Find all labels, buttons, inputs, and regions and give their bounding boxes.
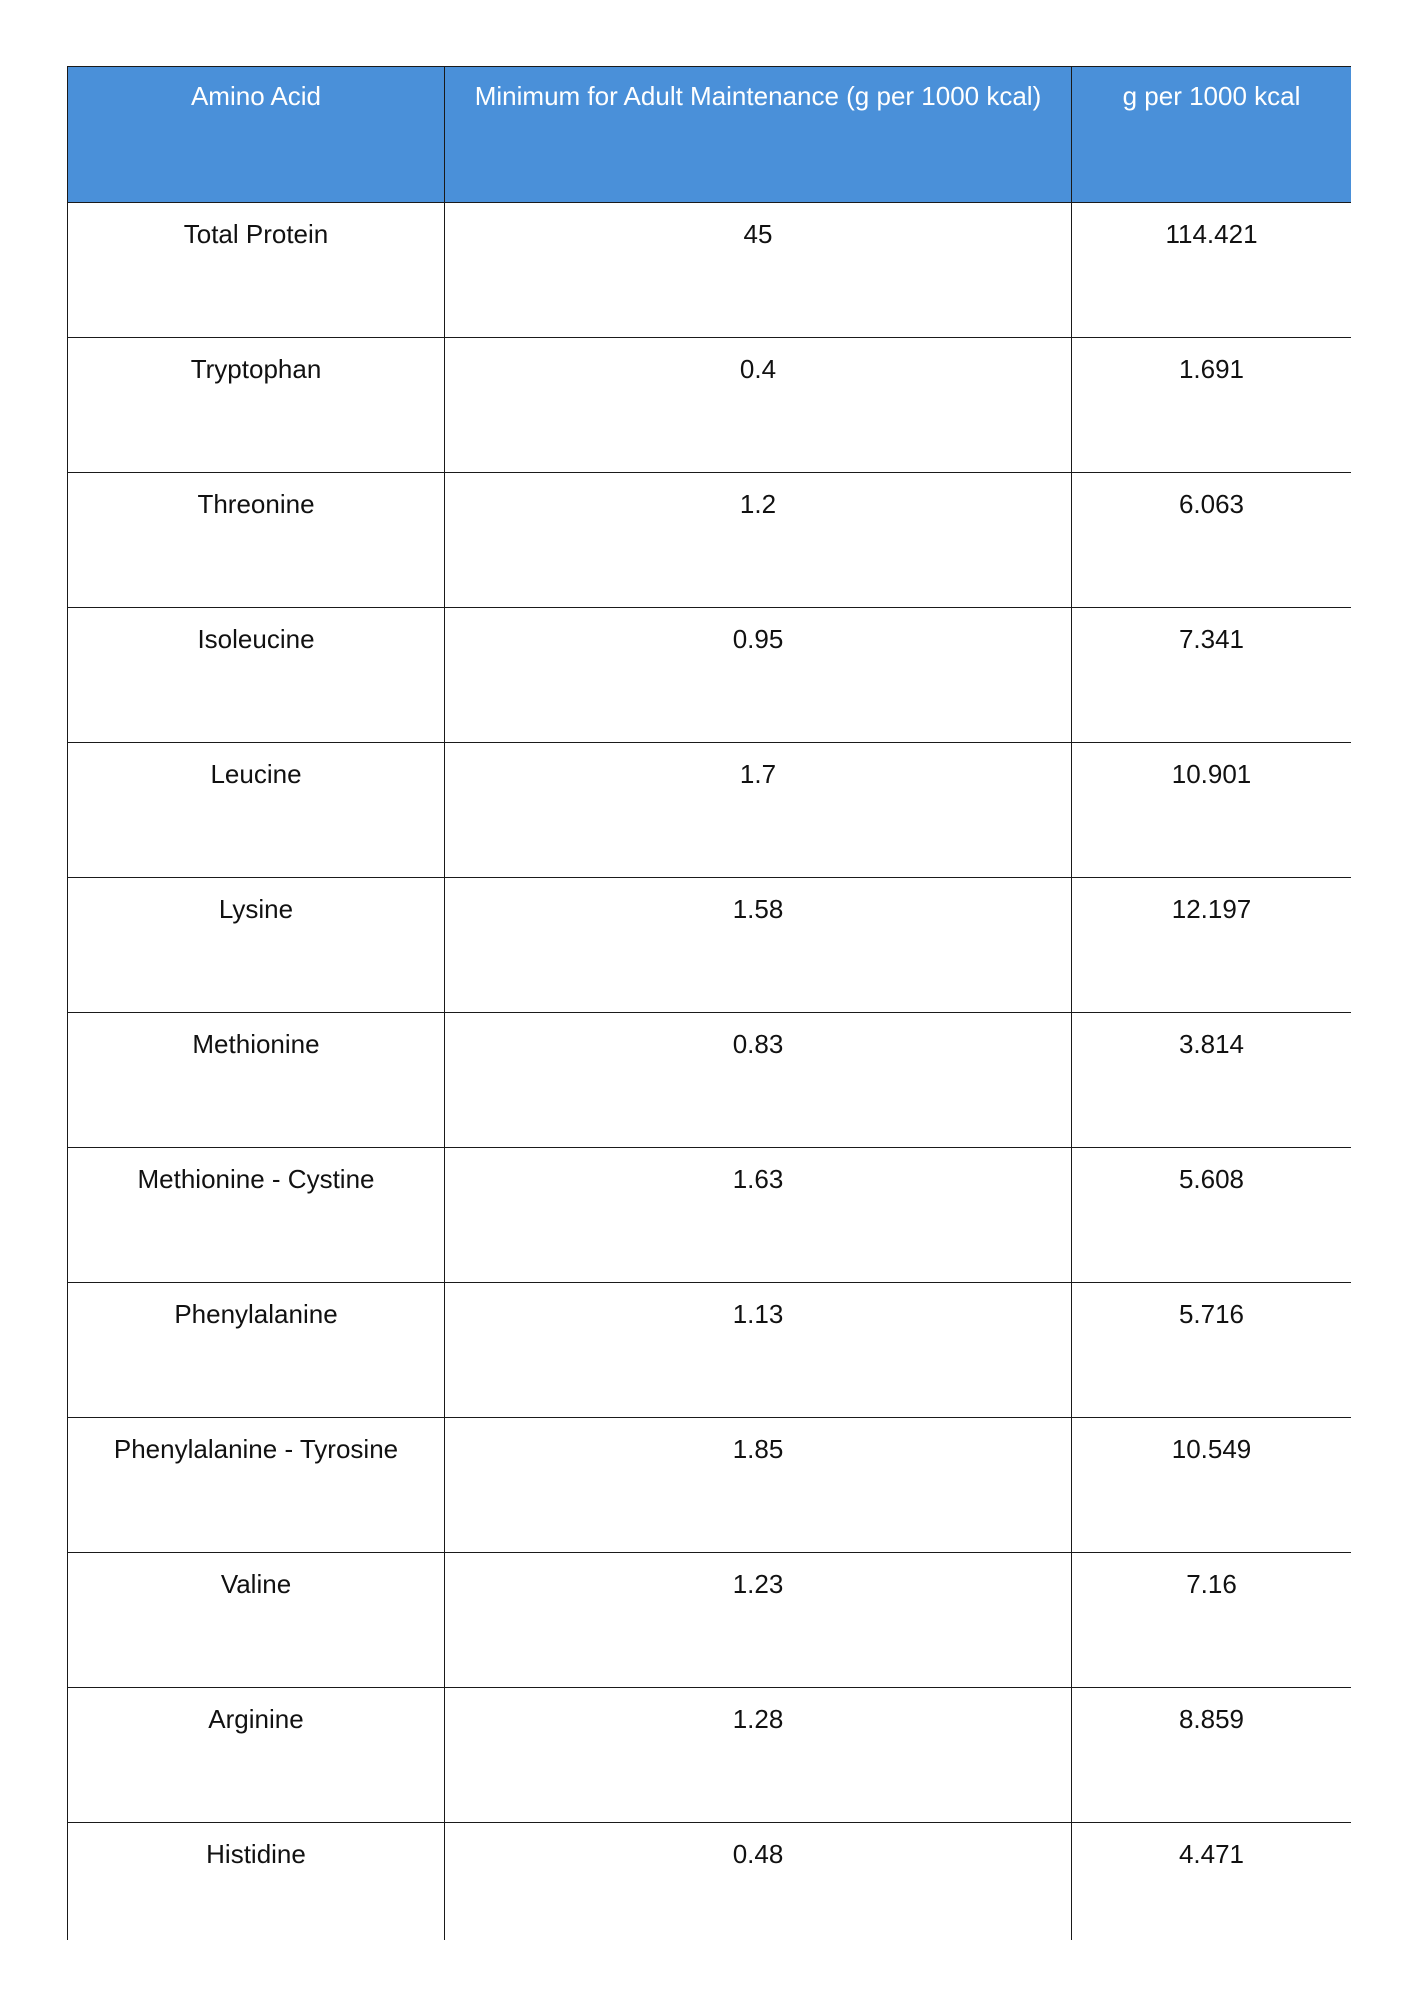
table-row — [68, 1013, 1352, 1148]
table-row — [68, 473, 1352, 608]
header-minimum-adult-maintenance: Minimum for Adult Maintenance (g per 1000 kcal) — [445, 67, 1072, 203]
cell-amino-acid: Methionine — [68, 1013, 445, 1148]
cell-value: 10.549 — [1072, 1418, 1352, 1553]
cell-value: 4.471 — [1072, 1823, 1352, 1941]
cell-minimum: 1.85 — [445, 1418, 1072, 1553]
cell-minimum: 0.48 — [445, 1823, 1072, 1941]
cell-amino-acid: Methionine - Cystine — [68, 1148, 445, 1283]
table-row — [68, 1418, 1352, 1553]
cell-value: 7.341 — [1072, 608, 1352, 743]
cell-minimum: 0.83 — [445, 1013, 1072, 1148]
cell-minimum: 1.63 — [445, 1148, 1072, 1283]
cell-minimum: 45 — [445, 203, 1072, 338]
table-row — [68, 1688, 1352, 1823]
table-row — [68, 338, 1352, 473]
cell-value: 3.814 — [1072, 1013, 1352, 1148]
cell-minimum: 0.95 — [445, 608, 1072, 743]
cell-amino-acid: Phenylalanine - Tyrosine — [68, 1418, 445, 1553]
header-row — [68, 67, 1352, 203]
cell-amino-acid: Threonine — [68, 473, 445, 608]
cell-value: 8.859 — [1072, 1688, 1352, 1823]
cell-value: 5.608 — [1072, 1148, 1352, 1283]
cell-minimum: 1.28 — [445, 1688, 1072, 1823]
cell-amino-acid: Arginine — [68, 1688, 445, 1823]
amino-acid-table-container — [67, 66, 1351, 1940]
header-g-per-1000-kcal: g per 1000 kcal — [1072, 67, 1352, 203]
cell-value: 7.16 — [1072, 1553, 1352, 1688]
cell-value: 1.691 — [1072, 338, 1352, 473]
cell-amino-acid: Leucine — [68, 743, 445, 878]
cell-amino-acid: Phenylalanine — [68, 1283, 445, 1418]
cell-value: 114.421 — [1072, 203, 1352, 338]
cell-value: 12.197 — [1072, 878, 1352, 1013]
table-row — [68, 1553, 1352, 1688]
table-row — [68, 743, 1352, 878]
cell-amino-acid: Histidine — [68, 1823, 445, 1941]
cell-amino-acid: Tryptophan — [68, 338, 445, 473]
cell-amino-acid: Isoleucine — [68, 608, 445, 743]
cell-minimum: 1.13 — [445, 1283, 1072, 1418]
cell-value: 6.063 — [1072, 473, 1352, 608]
cell-minimum: 1.58 — [445, 878, 1072, 1013]
amino-acid-table — [67, 66, 1351, 1940]
cell-value: 10.901 — [1072, 743, 1352, 878]
table-row — [68, 1823, 1352, 1941]
cell-amino-acid: Valine — [68, 1553, 445, 1688]
header-amino-acid: Amino Acid — [68, 67, 445, 203]
table-body — [68, 203, 1352, 1941]
table-row — [68, 1148, 1352, 1283]
table-row — [68, 1283, 1352, 1418]
cell-minimum: 1.23 — [445, 1553, 1072, 1688]
cell-minimum: 1.2 — [445, 473, 1072, 608]
cell-amino-acid: Total Protein — [68, 203, 445, 338]
table-row — [68, 878, 1352, 1013]
table-row — [68, 203, 1352, 338]
cell-amino-acid: Lysine — [68, 878, 445, 1013]
table-row — [68, 608, 1352, 743]
table-header — [68, 67, 1352, 203]
cell-minimum: 0.4 — [445, 338, 1072, 473]
cell-minimum: 1.7 — [445, 743, 1072, 878]
cell-value: 5.716 — [1072, 1283, 1352, 1418]
